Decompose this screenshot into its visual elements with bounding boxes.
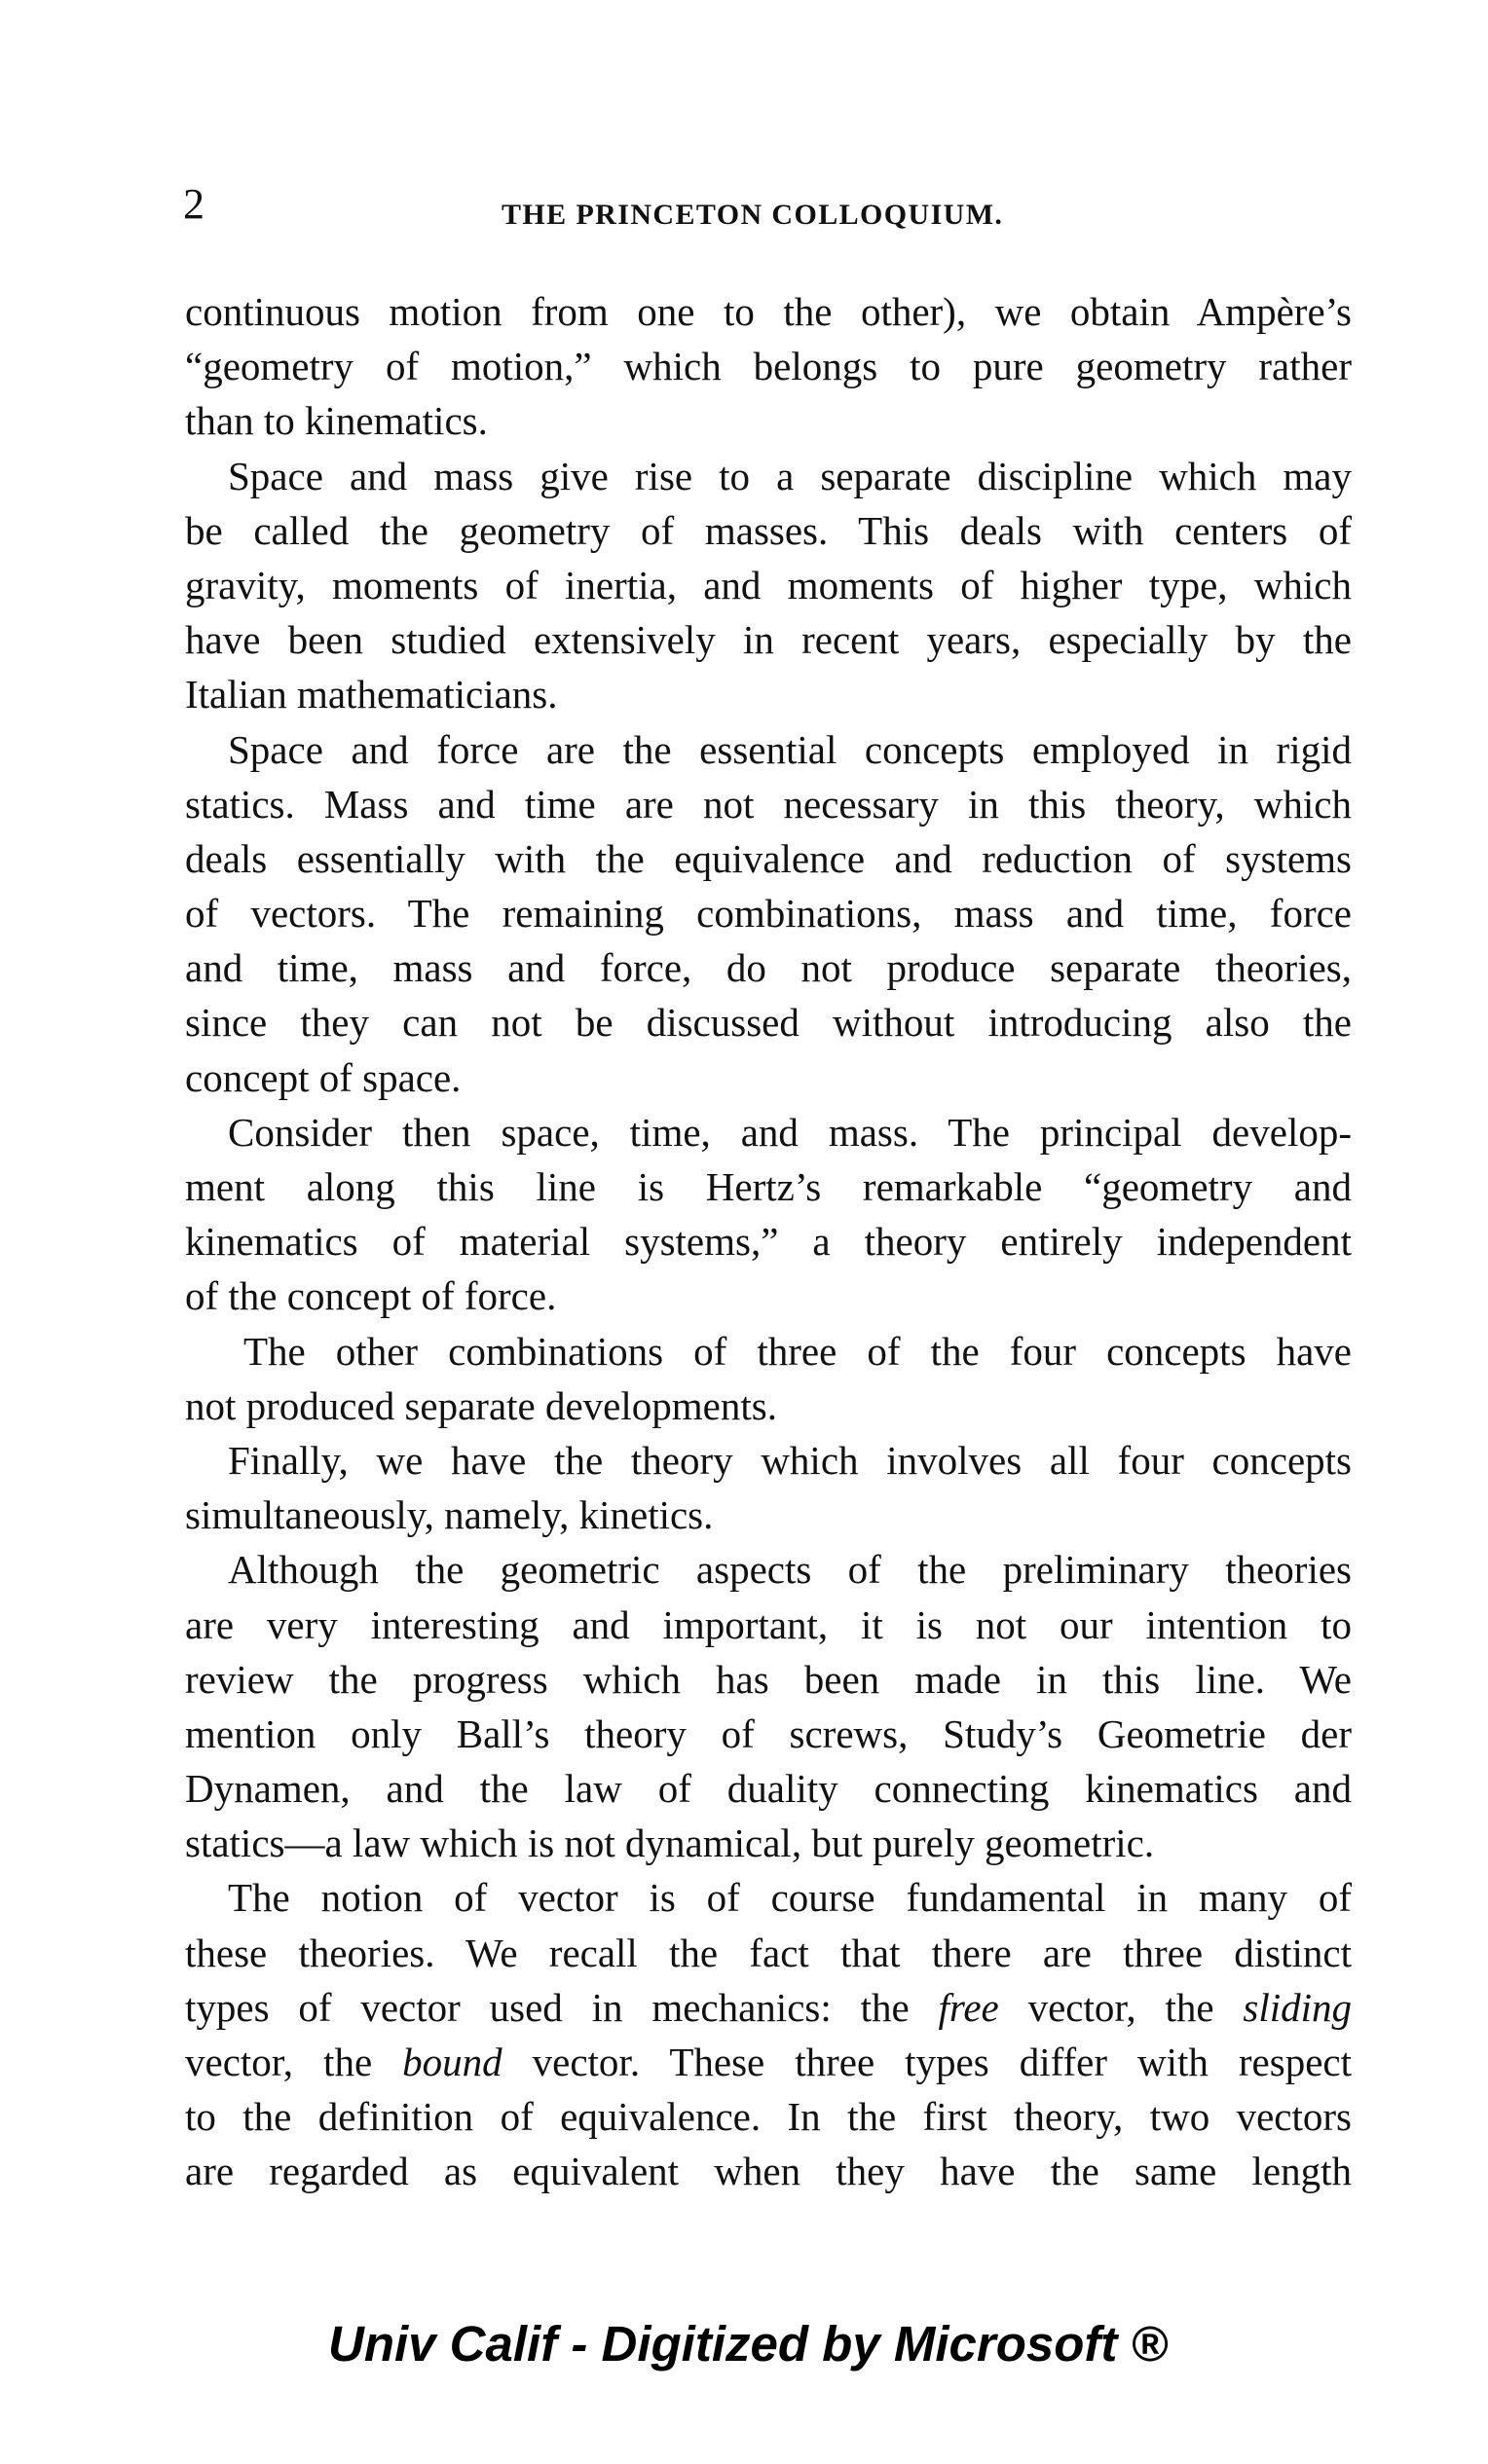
text-line-with-italics: [185, 1980, 1352, 2035]
text-line: Italian mathematicians.: [185, 672, 558, 717]
text-line: not produced separate developments.: [185, 1382, 777, 1428]
italic-term: free: [938, 1984, 999, 2030]
italic-term: sliding: [1243, 1984, 1352, 2030]
text-line: concept of space.: [185, 1054, 462, 1100]
text-line: of the concept of force.: [185, 1273, 557, 1319]
text-line: are very interesting and important, it is not our intention to: [185, 1601, 1352, 1647]
text-line: than to kinematics.: [185, 398, 488, 444]
text-line: simultaneously, namely, kinetics.: [185, 1492, 714, 1538]
digitization-note: Univ Calif - Digitized by Microsoft ®: [328, 2316, 1169, 2372]
text-fragment: vector. These three types differ with respect: [502, 2040, 1352, 2084]
text-line-with-italics: [185, 2035, 1352, 2089]
text-line: The notion of vector is of course fundamental in many of: [228, 1875, 1352, 1921]
text-line: since they can not be discussed without introducing also the: [185, 1000, 1352, 1046]
text-line: The other combinations of three of the four concepts have: [243, 1328, 1352, 1374]
text-line: review the progress which has been made in this line. We: [185, 1656, 1352, 1702]
text-line: Finally, we have the theory which involves all four concepts: [228, 1437, 1352, 1483]
text-line: Space and force are the essential concepts employed in rigid: [228, 726, 1352, 772]
running-title: THE PRINCETON COLLOQUIUM.: [502, 199, 1004, 231]
text-line: of vectors. The remaining combinations, mass and time, force: [185, 891, 1352, 937]
text-line: ment along this line is Hertz’s remarkable “geometry and: [185, 1164, 1352, 1209]
text-line: Space and mass give rise to a separate discipline which may: [228, 453, 1352, 498]
text-line: to the definition of equivalence. In the first theory, two vectors: [185, 2094, 1352, 2140]
text-line: statics. Mass and time are not necessary in this theory, which: [185, 781, 1352, 827]
text-fragment: types of vector used in mechanics: the: [185, 1984, 939, 2030]
text-fragment: vector, the: [185, 2040, 403, 2084]
text-line: Consider then space, time, and mass. The principal develop-: [228, 1109, 1352, 1155]
text-line: and time, mass and force, do not produce separate theories,: [185, 945, 1352, 991]
body-text: [185, 284, 1352, 2199]
text-line: deals essentially with the equivalence and reduction of systems: [185, 835, 1352, 881]
text-line: mention only Ball’s theory of screws, Study’s Geometrie der: [185, 1710, 1352, 1756]
text-line: these theories. We recall the fact that there are three distinct: [185, 1930, 1352, 1975]
text-line: Dynamen, and the law of duality connecting kinematics and: [185, 1766, 1352, 1812]
text-line: gravity, moments of inertia, and moments of higher type, which: [185, 562, 1352, 607]
text-line: kinematics of material systems,” a theory entirely independent: [185, 1219, 1352, 1265]
page-number: 2: [183, 180, 205, 228]
text-line: be called the geometry of masses. This deals with centers of: [185, 507, 1352, 553]
text-line: Although the geometric aspects of the preliminary theories: [228, 1547, 1352, 1593]
text-line: statics—a law which is not dynamical, but purely geometric.: [185, 1820, 1155, 1866]
text-line: are regarded as equivalent when they have the same length: [185, 2149, 1352, 2194]
text-line: have been studied extensively in recent years, especially by the: [185, 617, 1352, 663]
text-line: “geometry of motion,” which belongs to pure geometry rather: [185, 344, 1352, 389]
text-fragment: vector, the: [998, 1984, 1244, 2030]
text-line: continuous motion from one to the other), we obtain Ampère’s: [185, 289, 1352, 334]
italic-term: bound: [402, 2040, 502, 2084]
